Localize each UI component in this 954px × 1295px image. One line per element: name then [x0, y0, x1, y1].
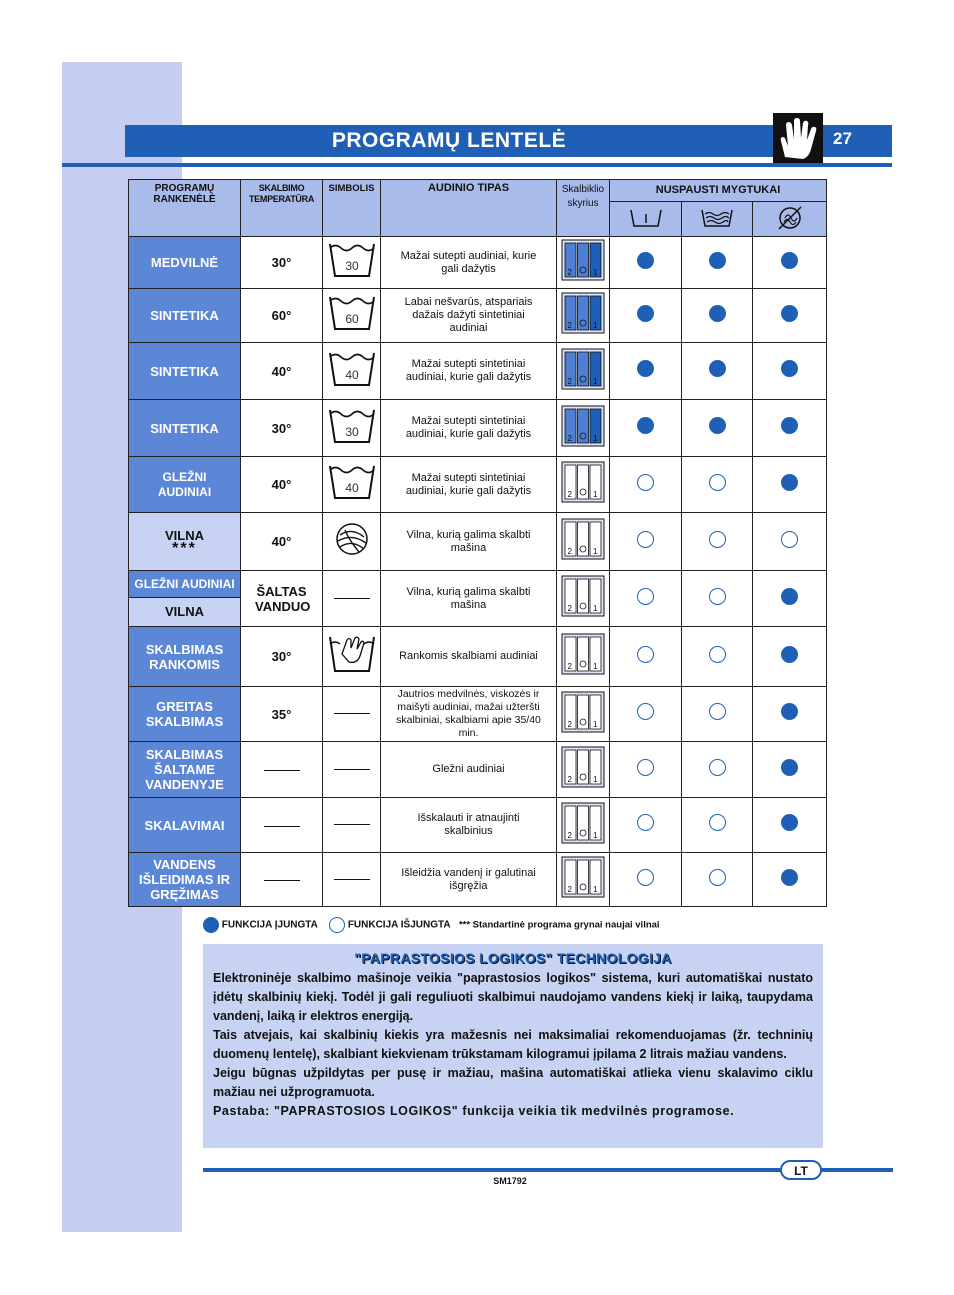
function-off-icon — [637, 588, 654, 605]
function-on-icon — [709, 305, 726, 322]
table-row — [129, 513, 827, 571]
logic-paragraph-2: Tais atvejais, kai skalbinių kiekis yra mažesnis nei maksimaliai rekomenduojamas (žr. techninių duomenų lentelę), skalbiant kiekvienam trūkstamam kilogramui įpilama 2 litrais mažiau vandens. — [213, 1028, 813, 1061]
svg-text:2: 2 — [567, 662, 572, 671]
button-state-cell — [610, 627, 682, 687]
button-state-cell — [682, 687, 753, 742]
button-state-cell — [753, 513, 827, 571]
svg-text:1: 1 — [593, 604, 598, 613]
header-temperature: SKALBIMO TEMPERATŪRA — [241, 180, 323, 237]
detergent-drawer-cell — [557, 343, 610, 400]
function-on-icon — [709, 417, 726, 434]
function-on-icon — [781, 588, 798, 605]
button-state-cell — [753, 400, 827, 457]
program-name — [129, 627, 241, 687]
function-on-icon — [709, 360, 726, 377]
header-fabric: AUDINIO TIPAS — [381, 180, 557, 237]
table-row — [129, 289, 827, 343]
temperature-cell — [241, 513, 323, 571]
detergent-drawer-icon — [561, 348, 605, 390]
symbol-cell — [323, 343, 381, 400]
program-name — [129, 343, 241, 400]
function-on-icon — [781, 814, 798, 831]
rinse-water-icon — [682, 202, 753, 237]
detergent-drawer-icon — [561, 633, 605, 675]
button-state-cell — [610, 798, 682, 853]
table-row — [129, 627, 827, 687]
button-state-cell — [753, 853, 827, 907]
fabric-description: Vilna, kurią galima skalbti mašina — [381, 513, 557, 571]
wash-tub-icon — [327, 241, 377, 279]
wash-tub-temp: 40 — [344, 367, 359, 382]
logic-paragraph-3: Jeigu būgnas užpildytas per pusę ir mažiau, mašina automatiškai atlieka vienu skalavimo ciklu mažiau nei užprogramuota. — [213, 1066, 813, 1099]
symbol-cell — [323, 400, 381, 457]
detergent-drawer-cell — [557, 627, 610, 687]
function-off-icon — [637, 703, 654, 720]
button-state-cell — [610, 742, 682, 798]
function-on-icon — [637, 305, 654, 322]
function-off-icon — [781, 531, 798, 548]
table-row — [129, 687, 827, 742]
detergent-drawer-icon — [561, 405, 605, 447]
svg-text:1: 1 — [593, 321, 598, 330]
table-row — [129, 798, 827, 853]
wash-tub-temp: 40 — [344, 481, 359, 495]
program-name — [129, 742, 241, 798]
logic-paragraph-4: Pastaba: "PAPRASTOSIOS LOGIKOS" funkcija veikia tik medvilnės programose. — [213, 1104, 735, 1118]
button-state-cell — [753, 343, 827, 400]
legend-on-label: FUNKCIJA ĮJUNGTA — [221, 919, 318, 931]
svg-text:2: 2 — [567, 885, 572, 894]
fabric-description: Vilna, kurią galima skalbti mašina — [381, 571, 557, 627]
button-state-cell — [753, 798, 827, 853]
header-detergent: Skalbiklio skyrius — [557, 180, 610, 237]
button-state-cell — [610, 853, 682, 907]
svg-text:1: 1 — [593, 885, 598, 894]
wool-icon — [332, 521, 372, 557]
wash-tub-temp: 30 — [344, 259, 359, 273]
fabric-description: Išskalauti ir atnaujinti skalbinius — [381, 798, 557, 853]
button-state-cell — [753, 457, 827, 513]
program-label: SKALBIMAS ŠALTAME VANDENYJE — [145, 747, 224, 792]
program-label: SINTETIKA — [150, 308, 219, 323]
temperature-value: 30° — [271, 420, 292, 436]
dash-mark — [264, 880, 300, 881]
table-row — [129, 457, 827, 513]
program-name: GLEŽNI AUDINIAI — [129, 571, 240, 598]
fabric-description: Gležni audiniai — [381, 742, 557, 798]
detergent-drawer-icon — [561, 292, 605, 334]
legend-on-icon — [203, 917, 219, 933]
function-off-icon — [709, 814, 726, 831]
button-state-cell — [610, 343, 682, 400]
temperature-value: 40° — [271, 363, 292, 379]
button-state-cell — [682, 513, 753, 571]
page-number: 27 — [823, 125, 892, 157]
program-label: VILNA — [165, 528, 204, 543]
temperature-cell — [241, 853, 323, 907]
detergent-drawer-cell — [557, 457, 610, 513]
temperature-cell — [241, 687, 323, 742]
svg-text:2: 2 — [567, 547, 572, 556]
button-state-cell — [610, 289, 682, 343]
detergent-drawer-cell — [557, 687, 610, 742]
function-on-icon — [781, 417, 798, 434]
function-on-icon — [637, 252, 654, 269]
detergent-drawer-icon — [561, 691, 605, 733]
temperature-cell — [241, 237, 323, 289]
svg-text:2: 2 — [567, 376, 572, 386]
program-cell-split — [129, 571, 241, 627]
program-name — [129, 289, 241, 343]
program-note: *** — [172, 540, 197, 557]
program-label: GREITAS SKALBIMAS — [145, 699, 224, 729]
temperature-cell — [241, 798, 323, 853]
button-state-cell — [610, 457, 682, 513]
button-state-cell — [682, 289, 753, 343]
button-state-cell — [753, 237, 827, 289]
program-label: GLEŽNI AUDINIAI — [157, 469, 212, 499]
symbol-cell — [323, 853, 381, 907]
fabric-description: Labai nešvarūs, atspariais dažais dažyti sintetiniai audiniai — [381, 289, 557, 343]
function-off-icon — [709, 869, 726, 886]
button-state-cell — [610, 513, 682, 571]
wash-tub-icon — [327, 350, 377, 388]
dash-mark — [334, 713, 370, 714]
function-on-icon — [781, 360, 798, 377]
wash-tub-icon — [327, 463, 377, 501]
button-state-cell — [682, 742, 753, 798]
spin-reduce-icon — [610, 202, 682, 237]
svg-text:2: 2 — [567, 604, 572, 613]
function-on-icon — [781, 474, 798, 491]
temperature-value: ŠALTAS VANDUO — [255, 583, 311, 614]
temperature-cell — [241, 400, 323, 457]
function-on-icon — [637, 360, 654, 377]
temperature-value: 60° — [271, 308, 292, 323]
fabric-description: Mažai sutepti sintetiniai audiniai, kurie gali dažytis — [381, 457, 557, 513]
detergent-drawer-cell — [557, 513, 610, 571]
function-off-icon — [637, 646, 654, 663]
svg-text:1: 1 — [593, 376, 598, 386]
program-sub-name: VILNA — [129, 598, 240, 626]
svg-text:2: 2 — [567, 321, 572, 330]
function-on-icon — [781, 252, 798, 269]
svg-text:2: 2 — [567, 830, 572, 840]
function-off-icon — [637, 759, 654, 776]
table-row — [129, 237, 827, 289]
logic-section — [203, 944, 823, 1148]
function-off-icon — [709, 531, 726, 548]
detergent-drawer-cell — [557, 289, 610, 343]
button-state-cell — [753, 289, 827, 343]
program-label: MEDVILNĖ — [150, 255, 219, 270]
function-on-icon — [709, 252, 726, 269]
detergent-drawer-icon — [561, 802, 605, 844]
spin-exclude-icon — [753, 202, 827, 237]
fabric-description: Išleidžia vandenį ir galutinai išgręžia — [381, 853, 557, 907]
function-on-icon — [781, 759, 798, 776]
symbol-cell — [323, 798, 381, 853]
function-on-icon — [781, 703, 798, 720]
table-row — [129, 400, 827, 457]
wash-tub-icon — [327, 407, 377, 445]
document-code: SM1792 — [493, 1176, 527, 1186]
svg-text:1: 1 — [593, 830, 598, 840]
detergent-drawer-icon — [561, 746, 605, 788]
button-state-cell — [610, 571, 682, 627]
function-off-icon — [709, 588, 726, 605]
program-name — [129, 853, 241, 907]
wash-tub-temp: 60 — [344, 312, 359, 326]
program-name — [129, 513, 241, 571]
svg-text:1: 1 — [593, 719, 598, 729]
program-label: SINTETIKA — [150, 363, 219, 379]
button-state-cell — [753, 687, 827, 742]
detergent-drawer-cell — [557, 400, 610, 457]
legend — [203, 917, 843, 935]
header-symbol: SIMBOLIS — [323, 180, 381, 237]
function-off-icon — [637, 869, 654, 886]
temperature-value: 30° — [271, 649, 292, 664]
temperature-cell — [241, 627, 323, 687]
function-on-icon — [781, 305, 798, 322]
temperature-cell — [241, 289, 323, 343]
header-buttons: NUSPAUSTI MYGTUKAI — [610, 180, 827, 202]
button-state-cell — [682, 627, 753, 687]
function-on-icon — [781, 869, 798, 886]
legend-off-label: FUNKCIJA IŠJUNGTA — [347, 919, 451, 931]
program-label: SKALBIMAS RANKOMIS — [145, 641, 224, 672]
program-name — [129, 237, 241, 289]
legend-note: *** Standartinė programa grynai naujai vilnai — [458, 919, 660, 931]
dash-mark — [334, 824, 370, 825]
detergent-drawer-icon — [561, 518, 605, 560]
dash-mark — [334, 769, 370, 770]
temperature-cell — [241, 457, 323, 513]
header-rule — [62, 163, 892, 167]
function-off-icon — [709, 474, 726, 491]
button-state-cell — [682, 798, 753, 853]
symbol-cell — [323, 687, 381, 742]
svg-text:2: 2 — [567, 268, 572, 277]
svg-text:1: 1 — [593, 490, 598, 499]
logic-title: "PAPRASTOSIOS LOGIKOS" TECHNOLOGIJA — [354, 950, 672, 966]
symbol-cell — [323, 457, 381, 513]
button-state-cell — [682, 853, 753, 907]
function-off-icon — [637, 531, 654, 548]
hand-icon — [773, 113, 823, 163]
svg-text:1: 1 — [593, 268, 598, 277]
program-name — [129, 457, 241, 513]
button-state-cell — [682, 237, 753, 289]
symbol-cell — [323, 571, 381, 627]
detergent-drawer-icon — [561, 239, 605, 281]
function-off-icon — [709, 759, 726, 776]
button-state-cell — [682, 571, 753, 627]
svg-text:2: 2 — [567, 719, 572, 729]
dash-mark — [264, 826, 300, 827]
table-row — [129, 571, 827, 627]
fabric-description: Mažai sutepti sintetiniai audiniai, kurie gali dažytis — [381, 343, 557, 400]
symbol-cell — [323, 513, 381, 571]
button-state-cell — [753, 627, 827, 687]
table-row — [129, 742, 827, 798]
wash-tub-temp: 30 — [344, 424, 359, 439]
page-title: PROGRAMŲ LENTELĖ — [125, 125, 773, 157]
program-label: SINTETIKA — [150, 420, 219, 436]
detergent-drawer-cell — [557, 798, 610, 853]
program-name — [129, 687, 241, 742]
svg-text:1: 1 — [593, 775, 598, 784]
dash-mark — [334, 879, 370, 880]
button-state-cell — [682, 457, 753, 513]
function-off-icon — [709, 646, 726, 663]
button-state-cell — [610, 687, 682, 742]
temperature-value: 35° — [271, 706, 292, 722]
legend-off-icon — [329, 917, 345, 933]
temperature-value: 30° — [271, 255, 292, 270]
detergent-drawer-cell — [557, 853, 610, 907]
header-program: PROGRAMŲ RANKENĖLĖ — [129, 180, 241, 237]
function-off-icon — [709, 703, 726, 720]
symbol-cell — [323, 742, 381, 798]
svg-text:1: 1 — [593, 662, 598, 671]
svg-text:1: 1 — [593, 547, 598, 556]
detergent-drawer-cell — [557, 742, 610, 798]
detergent-drawer-icon — [561, 575, 605, 617]
svg-text:2: 2 — [567, 490, 572, 499]
symbol-cell — [323, 289, 381, 343]
button-state-cell — [753, 742, 827, 798]
temperature-cell — [241, 343, 323, 400]
language-badge: LT — [780, 1160, 822, 1180]
button-state-cell — [682, 400, 753, 457]
fabric-description: Jautrios medvilnės, viskozės ir maišyti audiniai, mažai užteršti skalbiniai, skalbiami apie 35/40 min. — [381, 687, 557, 742]
temperature-cell — [241, 742, 323, 798]
symbol-cell — [323, 237, 381, 289]
temperature-value: 40° — [271, 534, 292, 549]
dash-mark — [264, 770, 300, 771]
logic-paragraph-1: Elektroninėje skalbimo mašinoje veikia "paprastosios logikos" sistema, kuri automatiškai nustato įdėtų skalbinių kiekį. Todėl ji gali reguliuoti skalbimui naudojamo vandens kiekį ir laiką, taupydama vandenį, laiką ir elektros energiją. — [213, 971, 813, 1023]
detergent-drawer-cell — [557, 237, 610, 289]
temperature-value: 40° — [271, 477, 292, 492]
symbol-cell — [323, 627, 381, 687]
button-state-cell — [753, 571, 827, 627]
svg-text:1: 1 — [593, 433, 598, 443]
table-row — [129, 343, 827, 400]
function-off-icon — [637, 814, 654, 831]
detergent-drawer-icon — [561, 461, 605, 503]
program-label: SKALAVIMAI — [144, 817, 225, 833]
detergent-drawer-icon — [561, 856, 605, 898]
button-state-cell — [682, 343, 753, 400]
program-table — [128, 179, 827, 907]
wash-tub-icon — [327, 294, 377, 332]
dash-mark — [334, 598, 370, 599]
svg-text:2: 2 — [567, 433, 572, 443]
table-row — [129, 853, 827, 907]
button-state-cell — [610, 237, 682, 289]
program-name — [129, 400, 241, 457]
hand-wash-icon — [327, 634, 377, 674]
fabric-description: Mažai sutepti audiniai, kurie gali dažytis — [381, 237, 557, 289]
function-off-icon — [637, 474, 654, 491]
temperature-cell — [241, 571, 323, 627]
button-state-cell — [610, 400, 682, 457]
fabric-description: Mažai sutepti sintetiniai audiniai, kurie gali dažytis — [381, 400, 557, 457]
program-label: VANDENS IŠLEIDIMAS IR GRĘŽIMAS — [138, 857, 230, 902]
function-on-icon — [637, 417, 654, 434]
program-name — [129, 798, 241, 853]
svg-text:2: 2 — [567, 775, 572, 784]
detergent-drawer-cell — [557, 571, 610, 627]
fabric-description: Rankomis skalbiami audiniai — [381, 627, 557, 687]
function-on-icon — [781, 646, 798, 663]
